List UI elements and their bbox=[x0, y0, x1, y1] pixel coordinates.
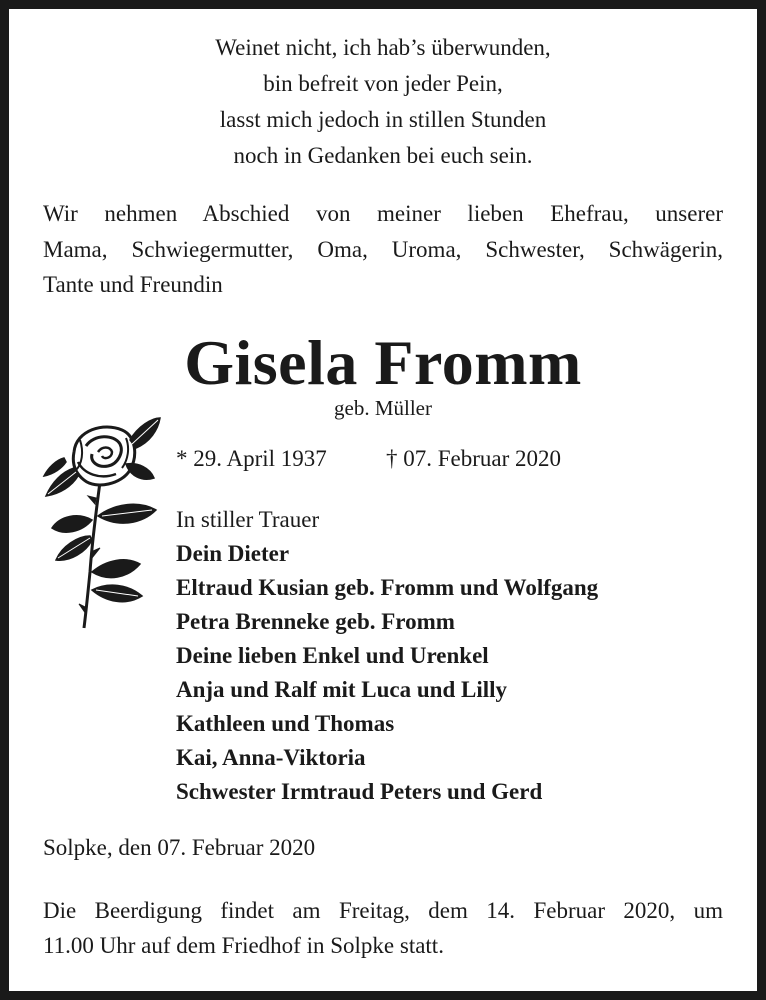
mourner-name: Kai, Anna-Viktoria bbox=[176, 745, 366, 770]
mourners-list bbox=[176, 503, 598, 809]
farewell-line: Mama, Schwiegermutter, Oma, Uroma, Schwester, Schwägerin, bbox=[43, 236, 723, 262]
mourner-name: Deine lieben Enkel und Urenkel bbox=[176, 643, 489, 668]
deceased-name: Gisela Fromm bbox=[184, 327, 582, 398]
poem-line: noch in Gedanken bei euch sein. bbox=[233, 143, 533, 168]
farewell-line: Wir nehmen Abschied von meiner lieben Ehefrau, unserer bbox=[43, 201, 723, 226]
rose-icon bbox=[34, 412, 166, 630]
death-date: † 07. Februar 2020 bbox=[386, 446, 562, 471]
place-and-date: Solpke, den 07. Februar 2020 bbox=[43, 835, 316, 860]
farewell-text bbox=[43, 196, 723, 303]
mourner-name: Kathleen und Thomas bbox=[176, 711, 395, 736]
mourner-name: Anja und Ralf mit Luca und Lilly bbox=[176, 677, 508, 702]
poem bbox=[0, 30, 766, 174]
mourner-name: Dein Dieter bbox=[176, 541, 290, 566]
poem-line: Weinet nicht, ich hab’s überwunden, bbox=[215, 35, 551, 60]
birth-date: * 29. April 1937 bbox=[176, 446, 327, 471]
mourner-name: Eltraud Kusian geb. Fromm und Wolfgang bbox=[176, 575, 599, 600]
mourner-name: Petra Brenneke geb. Fromm bbox=[176, 609, 455, 634]
funeral-notice bbox=[43, 893, 723, 963]
poem-line: lasst mich jedoch in stillen Stunden bbox=[219, 107, 547, 132]
poem-line: bin befreit von jeder Pein, bbox=[263, 71, 503, 96]
mourners-heading: In stiller Trauer bbox=[176, 507, 320, 532]
mourner-name: Schwester Irmtraud Peters und Gerd bbox=[176, 779, 543, 804]
funeral-line: Die Beerdigung findet am Freitag, dem 14. Februar 2020, um bbox=[43, 898, 723, 923]
farewell-line: Tante und Freundin bbox=[43, 272, 223, 297]
funeral-line: 11.00 Uhr auf dem Friedhof in Solpke statt. bbox=[43, 933, 444, 958]
birth-name: geb. Müller bbox=[334, 396, 432, 420]
